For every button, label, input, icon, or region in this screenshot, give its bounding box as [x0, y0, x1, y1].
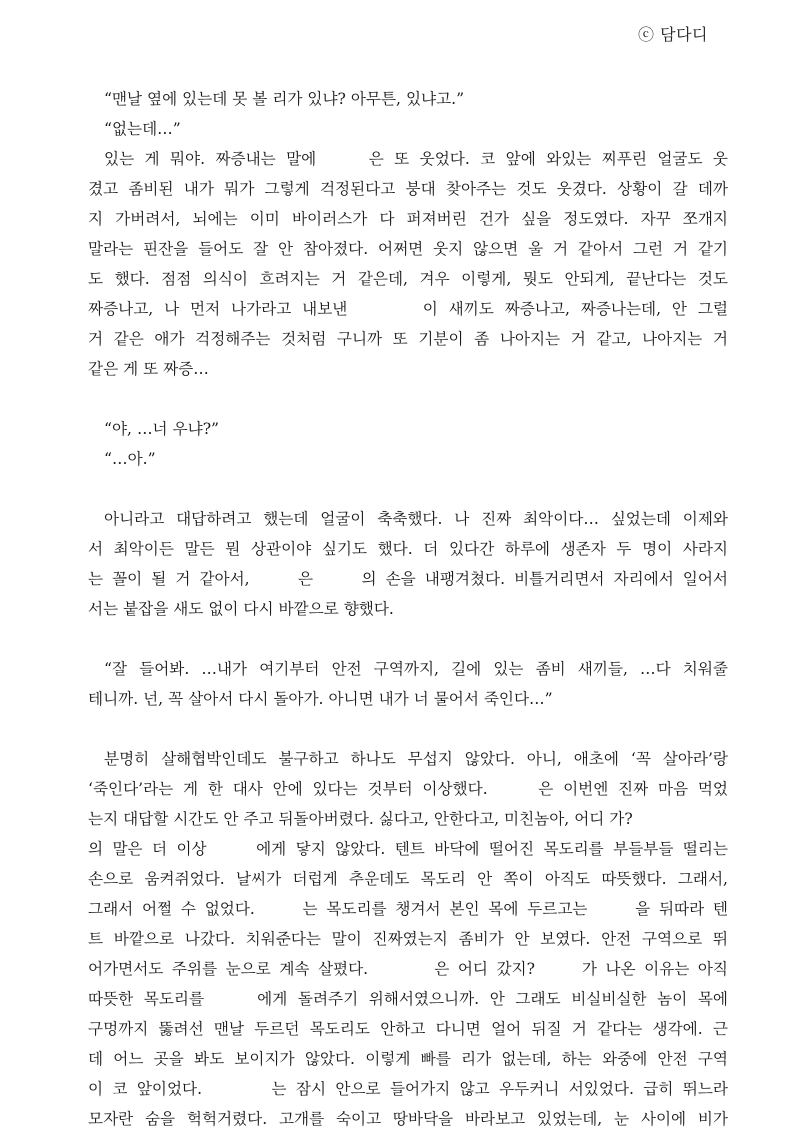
- text-line: 따뜻한 목도리를 에게 돌려주기 위해서였으니까. 안 그래도 비실비실한 놈이 목에: [88, 990, 728, 1008]
- story-body: [88, 84, 728, 1134]
- text-line: 같은 게 또 짜증…: [88, 360, 209, 378]
- text-line: “야, …너 우냐?”: [104, 420, 220, 438]
- blank-line: [88, 474, 728, 504]
- text-line: 분명히 살해협박인데도 불구하고 하나도 무섭지 않았다. 아니, 애초에 ‘꼭 살아라’랑: [104, 750, 728, 768]
- text-line: 있는 게 뭐야. 짜증내는 말에 은 또 웃었다. 코 앞에 와있는 찌푸린 얼굴도 웃: [104, 150, 728, 168]
- text-line: 구멍까지 뚫려선 맨날 두르던 목도리도 안하고 다니면 얼어 뒤질 거 같다는 생각에. 근: [88, 1020, 728, 1038]
- text-line: 겼고 좀비된 내가 뭐가 그렇게 걱정된다고 붕대 찾아주는 것도 웃겼다. 상황이 갈 데까: [88, 180, 728, 198]
- text-line: 거 같은 애가 걱정해주는 것처럼 구니까 또 기분이 좀 나아지는 거 같고, 나아지는 거: [88, 330, 728, 348]
- blank-line: [88, 714, 728, 744]
- text-line: 서는 붙잡을 새도 없이 다시 바깥으로 향했다.: [88, 600, 394, 618]
- text-line: 서 최악이든 말든 뭔 상관이야 싶기도 했다. 더 있다간 하루에 생존자 두 명이 사라지: [88, 540, 728, 558]
- text-line: 어가면서도 주위를 눈으로 계속 살폈다. 은 어디 갔지? 가 나온 이유는 아직: [88, 960, 728, 978]
- text-line: 는지 대답할 시간도 안 주고 뒤돌아버렸다. 싫다고, 안한다고, 미친놈아, 어디 가?: [88, 810, 633, 828]
- blank-line: [88, 624, 728, 654]
- text-line: 도 했다. 점점 의식이 흐려지는 거 같은데, 겨우 이렇게, 뭣도 안되게, 끝난다는 것도: [88, 270, 728, 288]
- text-line: 는 꼴이 될 거 같아서, 은 의 손을 내팽겨쳤다. 비틀거리면서 자리에서 일어서: [88, 570, 728, 588]
- text-line: 그래서 어쩔 수 없었다. 는 목도리를 챙겨서 본인 목에 두르고는 을 뒤따라 텐: [88, 900, 728, 918]
- author-credit: ⓒ 담다디: [638, 25, 708, 44]
- text-line: “…아.”: [104, 450, 156, 468]
- text-line: 손으로 움켜쥐었다. 날씨가 더럽게 추운데도 목도리 안 쪽이 아직도 따뜻했다. 그래서,: [88, 870, 728, 888]
- text-line: 트 바깥으로 나갔다. 치워준다는 말이 진짜였는지 좀비가 안 보였다. 안전 구역으로 뛰: [88, 930, 728, 948]
- text-line: 아니라고 대답하려고 했는데 얼굴이 축축했다. 나 진짜 최악이다… 싶었는데 이제와: [104, 510, 728, 528]
- text-line: 의 말은 더 이상 에게 닿지 않았다. 텐트 바닥에 떨어진 목도리를 부들부들 떨리는: [88, 840, 728, 858]
- text-line: 이 코 앞이었다. 는 잠시 안으로 들어가지 않고 우두커니 서있었다. 급히 뛰느라: [88, 1080, 728, 1098]
- text-line: 지 가버려서, 뇌에는 이미 바이러스가 다 퍼져버린 건가 싶을 정도였다. 자꾸 쪼개지: [88, 210, 728, 228]
- text-line: 말라는 핀잔을 들어도 잘 안 참아졌다. 어쩌면 웃지 않으면 울 거 같아서 그런 거 같기: [88, 240, 728, 258]
- text-line: “없는데…”: [104, 120, 181, 138]
- text-line: “맨날 옆에 있는데 못 볼 리가 있냐? 아무튼, 있냐고.”: [104, 90, 465, 108]
- text-line: ‘죽인다’라는 게 한 대사 안에 있다는 것부터 이상했다. 은 이번엔 진짜 마음 먹었: [88, 780, 728, 798]
- text-line: “잘 들어봐. …내가 여기부터 안전 구역까지, 길에 있는 좀비 새끼들, …다 치워줄: [104, 660, 728, 678]
- text-line: 짜증나고, 나 먼저 나가라고 내보낸 이 새끼도 짜증나고, 짜증나는데, 안 그럴: [88, 300, 728, 318]
- blank-line: [88, 384, 728, 414]
- text-line: 데 어느 곳을 봐도 보이지가 않았다. 이렇게 빠를 리가 없는데, 하는 와중에 안전 구역: [88, 1050, 728, 1068]
- text-line: 모자란 숨을 헉헉거렸다. 고개를 숙이고 땅바닥을 바라보고 있었는데, 눈 사이에 비가: [88, 1110, 728, 1128]
- text-line: 테니까. 넌, 꼭 살아서 다시 돌아가. 아니면 내가 너 물어서 죽인다…”: [88, 690, 553, 708]
